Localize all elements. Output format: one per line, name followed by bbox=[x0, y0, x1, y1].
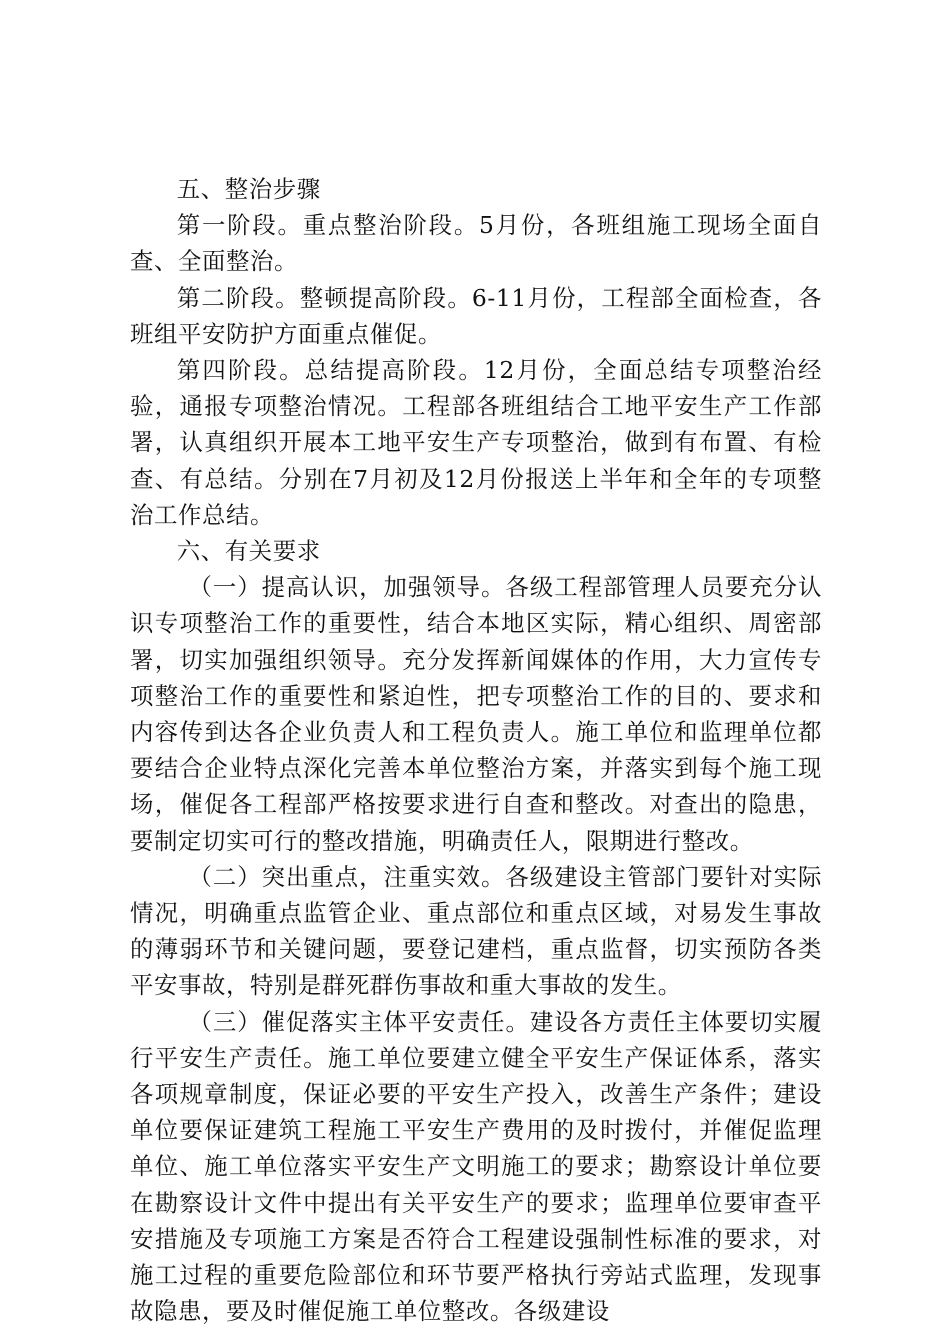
paragraph-stage-two: 第二阶段。整顿提高阶段。6-11月份，工程部全面检查，各班组平安防护方面重点催促。 bbox=[130, 283, 822, 348]
section-heading-steps: 五、整治步骤 bbox=[176, 175, 321, 203]
paragraph-stage-four: 第四阶段。总结提高阶段。12月份，全面总结专项整治经验，通报专项整治情况。工程部各班组结合工地平安生产工作部署，认真组织开展本工地平安生产专项整治，做到有布置、有检查、有总结。分别在7月初及12月份报送上半年和全年的专项整治工作总结。 bbox=[130, 356, 822, 529]
paragraph-requirement-two: （二）突出重点，注重实效。各级建设主管部门要针对实际情况，明确重点监管企业、重点部位和重点区域，对易发生事故的薄弱环节和关键问题，要登记建档，重点监督，切实预防各类平安事故，特别是群死群伤事故和重大事故的发生。 bbox=[130, 862, 822, 1000]
paragraph-requirement-one: （一）提高认识，加强领导。各级工程部管理人员要充分认识专项整治工作的重要性，结合本地区实际，精心组织、周密部署，切实加强组织领导。充分发挥新闻媒体的作用，大力宣传专项整治工作的重要性和紧迫性，把专项整治工作的目的、要求和内容传到达各企业负责人和工程负责人。施工单位和监理单位都要结合企业特点深化完善本单位整治方案，并落实到每个施工现场，催促各工程部严格按要求进行自查和整改。对查出的隐患，要制定切实可行的整改措施，明确责任人，限期进行整改。 bbox=[130, 573, 822, 855]
paragraph-requirement-three: （三）催促落实主体平安责任。建设各方责任主体要切实履行平安生产责任。施工单位要建立健全平安生产保证体系，落实各项规章制度，保证必要的平安生产投入，改善生产条件；建设单位要保证建筑工程施工平安生产费用的及时拨付，并催促监理单位、施工单位落实平安生产文明施工的要求；勘察设计单位要在勘察设计文件中提出有关平安生产的要求；监理单位要审查平安措施及专项施工方案是否符合工程建设强制性标准的要求，对施工过程的重要危险部位和环节要严格执行旁站式监理，发现事故隐患，要及时催促施工单位整改。各级建设 bbox=[130, 1007, 822, 1326]
document-body bbox=[130, 171, 822, 1330]
paragraph-stage-one: 第一阶段。重点整治阶段。5月份，各班组施工现场全面自查、全面整治。 bbox=[130, 211, 822, 276]
section-heading-requirements: 六、有关要求 bbox=[176, 537, 321, 566]
